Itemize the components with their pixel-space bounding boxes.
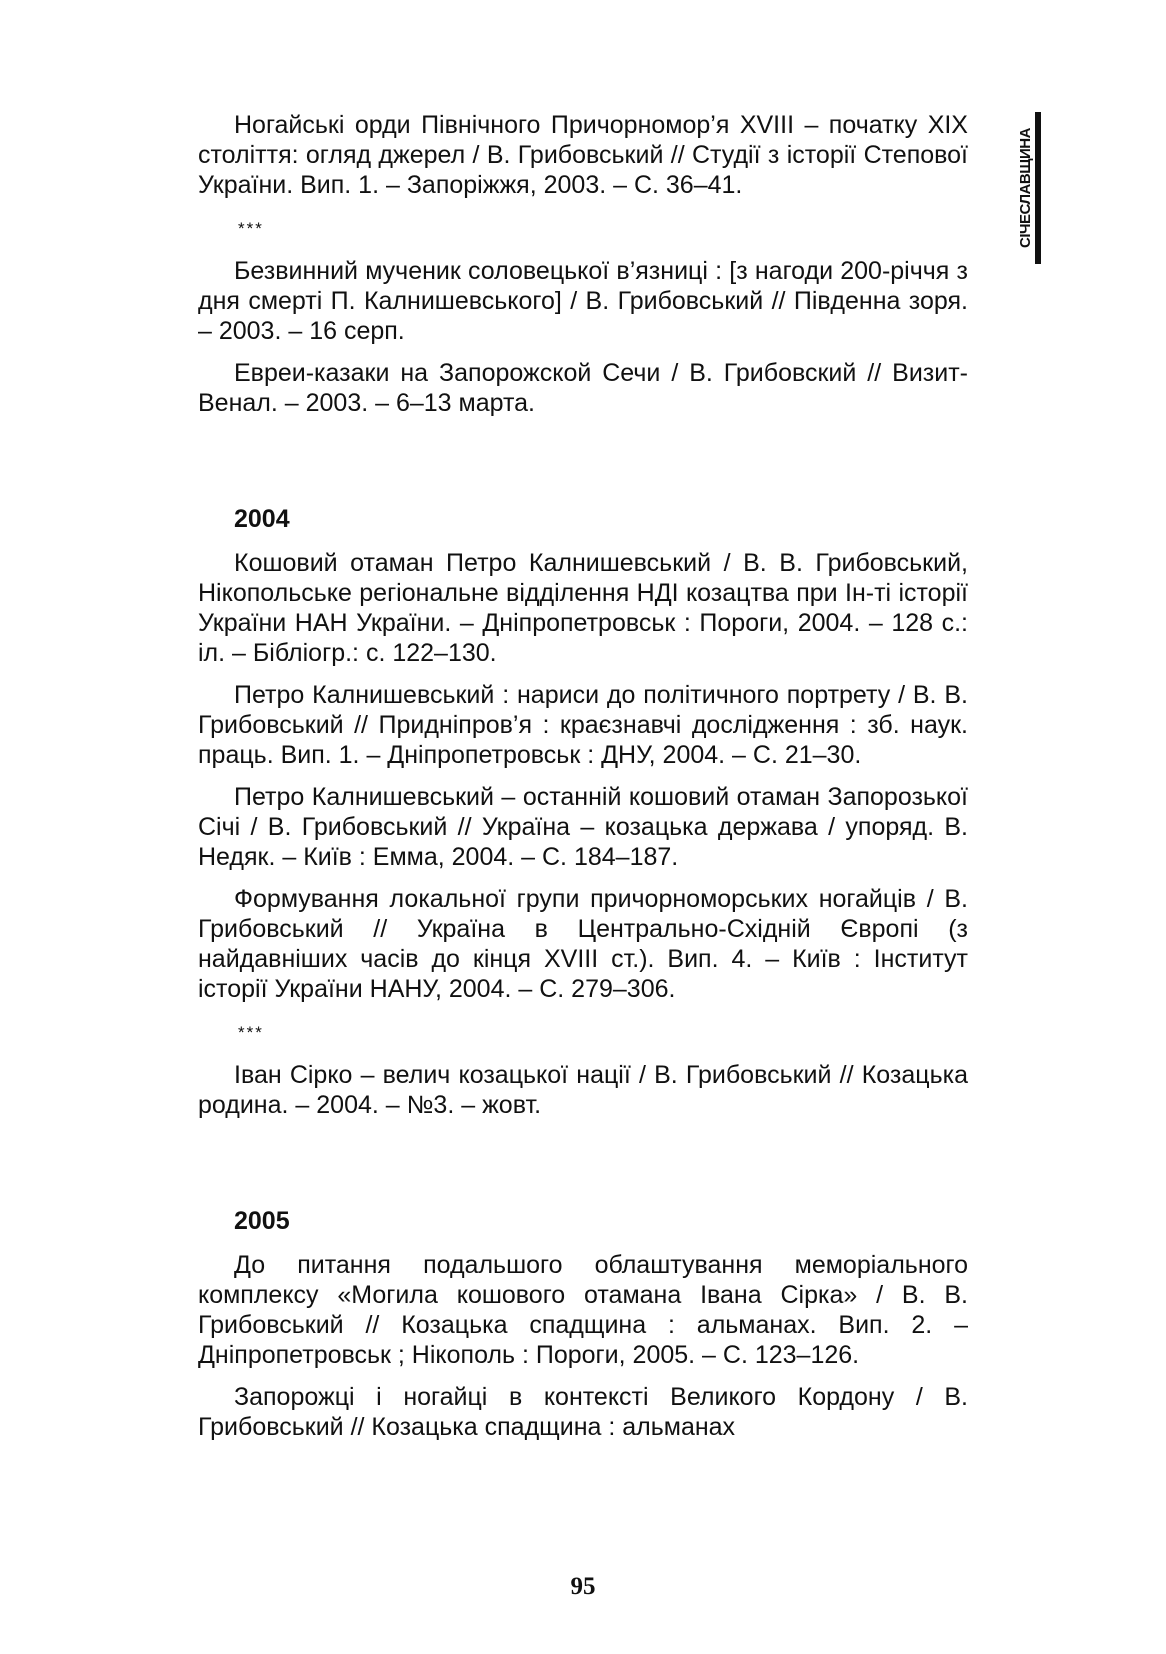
bibliography-entry: Ногайські орди Північного Причорномор’я XVIII – початку XIX століття: огляд джерел / В. Грибовський // Студії з історії Степової України. Вип. 1. – Запоріжжя, 2003. – С. 36–41. (198, 111, 968, 199)
bibliography-entry: Безвинний мученик соловецької в’язниці : [з нагоди 200-річчя з дня смерті П. Калнишевського] / В. Грибовський // Південна зоря. – 2003. – 16 серп. (198, 257, 968, 345)
separator-stars: *** (238, 1023, 264, 1042)
page-text (198, 110, 968, 1442)
bibliography-entry: Кошовий отаман Петро Калнишевський / В. В. Грибовський, Нікопольське регіональне відділення НДІ козацтва при Ін-ті історії України НАН України. – Дніпропетровськ : Пороги, 2004. – 128 с.: іл. – Бібліогр.: с. 122–130. (198, 549, 968, 667)
bibliography-entry: Евреи-казаки на Запорожской Сечи / В. Грибовский // Визит-Венал. – 2003. – 6–13 марта. (198, 359, 968, 417)
bibliography-entry: Петро Калнишевський : нариси до політичного портрету / В. В. Грибовський // Придніпров’я : краєзнавчі дослідження : зб. наук. праць. Вип. 1. – Дніпропетровськ : ДНУ, 2004. – С. 21–30. (198, 681, 968, 769)
side-logo (1004, 112, 1044, 264)
bibliography-entry: До питання подальшого облаштування меморіального комплексу «Могила кошового отамана Івана Сірка» / В. В. Грибовський // Козацька спадщина : альманах. Вип. 2. – Дніпропетровськ ; Нікополь : Пороги, 2005. – С. 123–126. (198, 1251, 968, 1369)
logo-text: СІЧЕСЛАВЩИНА (1017, 128, 1034, 248)
page-number: 95 (570, 1573, 596, 1600)
bibliography-entry: Формування локальної групи причорноморських ногайців / В. Грибовський // Україна в Центрально-Східній Європі (з найдавніших часів до кінця XVIII ст.). Вип. 4. – Київ : Інститут історії України НАНУ, 2004. – С. 279–306. (198, 885, 968, 1003)
year-heading: 2005 (234, 1207, 290, 1235)
year-heading: 2004 (234, 505, 290, 533)
bibliography-entry: Іван Сірко – велич козацької нації / В. Грибовський // Козацька родина. – 2004. – №3. – жовт. (198, 1061, 968, 1119)
bibliography-entry: Петро Калнишевський – останній кошовий отаман Запорозької Січі / В. Грибовський // Україна – козацька держава / упоряд. В. Недяк. – Київ : Емма, 2004. – С. 184–187. (198, 783, 968, 871)
logo-bar (1035, 112, 1041, 264)
bibliography-entry: Запорожці і ногайці в контексті Великого Кордону / В. Грибовський // Козацька спадщина : альманах (198, 1383, 968, 1441)
separator-stars: *** (238, 219, 264, 238)
section-gap (198, 430, 968, 504)
section-gap (198, 1132, 968, 1206)
